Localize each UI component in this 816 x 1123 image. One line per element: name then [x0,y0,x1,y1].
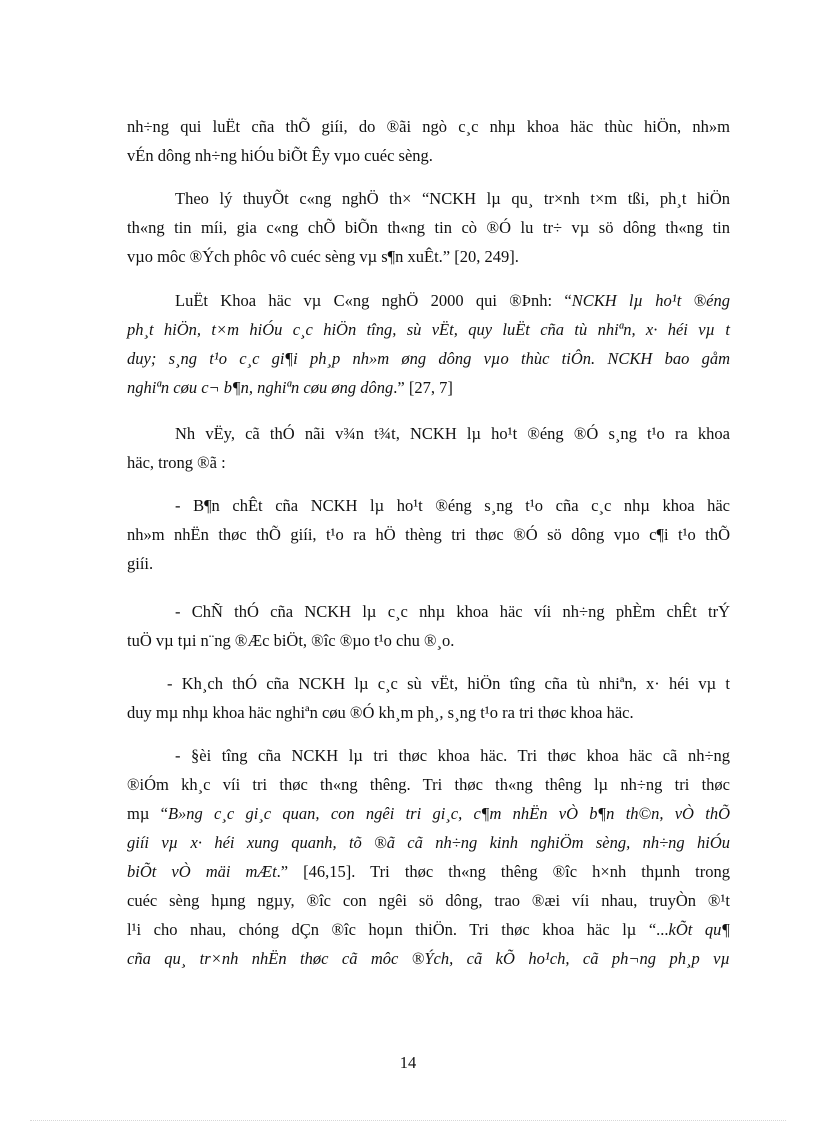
p6-line-2: tuÖ vµ tµi n¨ng ®Æc biÖt, ®îc ®µo t¹o chu ®¸o. [127,631,455,650]
p8-line-4: giíi vµ x· héi xung quanh, tõ ®ã cã nh÷ng kinh nghiÖm sèng, nh÷ng hiÓu [127,833,730,852]
p4-line-1: Nh vËy, cã thÓ nãi v¾n t¾t, NCKH lµ ho¹t ®éng ®Ó s¸ng t¹o ra khoa [175,424,730,443]
p8-line-3-text: mµ “ [127,804,168,823]
p1-line-2: vÉn dông nh÷ng hiÓu biÕt Êy vµo cuéc sèng. [127,146,433,165]
p3-line-4-italic: nghiªn cøu c¬ b¶n, nghiªn cøu øng dông [127,378,394,397]
p2-line-1: Theo lý thuyÕt c«ng nghÖ th× “NCKH lµ qu¸ tr×nh t×m tßi, ph¸t hiÖn [175,189,730,208]
p8-line-3-italic: B»ng c¸c gi¸c quan, con ngêi tri gi¸c, c¶m nhËn vÒ b¶n th©n, vÒ thÕ [167,804,730,823]
p8-line-8: cña qu¸ tr×nh nhËn thøc cã môc ®Ých, cã kÕ ho¹ch, cã ph¬ng ph¸p vµ [127,949,730,968]
paragraph-3 [127,286,730,402]
p8-line-7 [127,915,730,944]
p8-line-5-text: .” [46,15]. Tri thøc th«ng thêng ®îc h×nh thµnh trong [276,862,730,881]
p3-line-2: ph¸t hiÖn, t×m hiÓu c¸c hiÖn tîng, sù vËt, quy luËt cña tù nhiªn, x· héi vµ t [127,320,730,339]
paragraph-1 [127,112,730,170]
p8-line-3 [127,799,730,828]
p3-line-1-text: LuËt Khoa häc vµ C«ng nghÖ 2000 qui ®Þnh: “ [175,291,572,310]
p5-line-2: nh»m nhËn thøc thÕ giíi, t¹o ra hÖ thèng tri thøc ®Ó sö dông vµo c¶i t¹o thÕ [127,525,730,544]
paragraph-2 [127,184,730,271]
p3-line-4-text: .” [27, 7] [393,378,453,397]
page-number: 14 [399,1053,417,1072]
p6-line-1: - ChÑ thÓ cña NCKH lµ c¸c nhµ khoa häc víi nh÷ng phÈm chÊt trÝ [175,602,730,621]
p8-line-1: - §èi tîng cña NCKH lµ tri thøc khoa häc. Tri thøc khoa häc cã nh÷ng [175,746,730,765]
paragraph-6 [127,597,730,655]
p8-line-7-text: l¹i cho nhau, chóng dÇn ®îc hoµn thiÖn. Tri thøc khoa häc lµ “... [127,920,669,939]
p3-line-4 [127,373,730,402]
p8-line-6: cuéc sèng hµng ngµy, ®îc con ngêi sö dông, trao ®æi víi nhau, truyÒn ®¹t [127,891,730,910]
p2-line-3: vµo môc ®Ých phôc vô cuéc sèng vµ s¶n xuÊt.” [20, 249]. [127,247,519,266]
p8-line-5 [127,857,730,886]
paragraph-8 [127,741,730,973]
p1-line-1: nh÷ng qui luËt cña thÕ giíi, do ®ãi ngò c¸c nhµ khoa häc thùc hiÖn, nh»m [127,117,730,136]
p7-line-1: - Kh¸ch thÓ cña NCKH lµ c¸c sù vËt, hiÖn tîng cña tù nhiªn, x· héi vµ t [167,674,730,693]
p8-line-7-italic: kÕt qu¶ [668,920,730,939]
p2-line-2: th«ng tin míi, gia c«ng chÕ biÕn th«ng tin cò ®Ó lu tr÷ vµ sö dông th«ng tin [127,218,730,237]
paragraph-4 [127,419,730,477]
p3-line-1 [127,286,730,315]
p4-line-2: häc, trong ®ã : [127,453,226,472]
p3-line-1-italic: NCKH lµ ho¹t ®éng [571,291,730,310]
p3-line-3: duy; s¸ng t¹o c¸c gi¶i ph¸p nh»m øng dông vµo thùc tiÔn. NCKH bao gåm [127,349,730,368]
paragraph-5 [127,491,730,578]
p5-line-3: giíi. [127,554,154,573]
p8-line-2: ®iÓm kh¸c víi tri thøc th«ng thêng. Tri thøc th«ng thêng lµ nh÷ng tri thøc [127,775,730,794]
paragraph-7 [127,669,730,727]
p7-line-2: duy mµ nhµ khoa häc nghiªn cøu ®Ó kh¸m ph¸, s¸ng t¹o ra tri thøc khoa häc. [127,703,634,722]
footer-divider [30,1120,786,1121]
p8-line-5-italic: biÕt vÒ mäi mÆt [127,862,277,881]
p5-line-1: - B¶n chÊt cña NCKH lµ ho¹t ®éng s¸ng t¹o cña c¸c nhµ khoa häc [175,496,730,515]
